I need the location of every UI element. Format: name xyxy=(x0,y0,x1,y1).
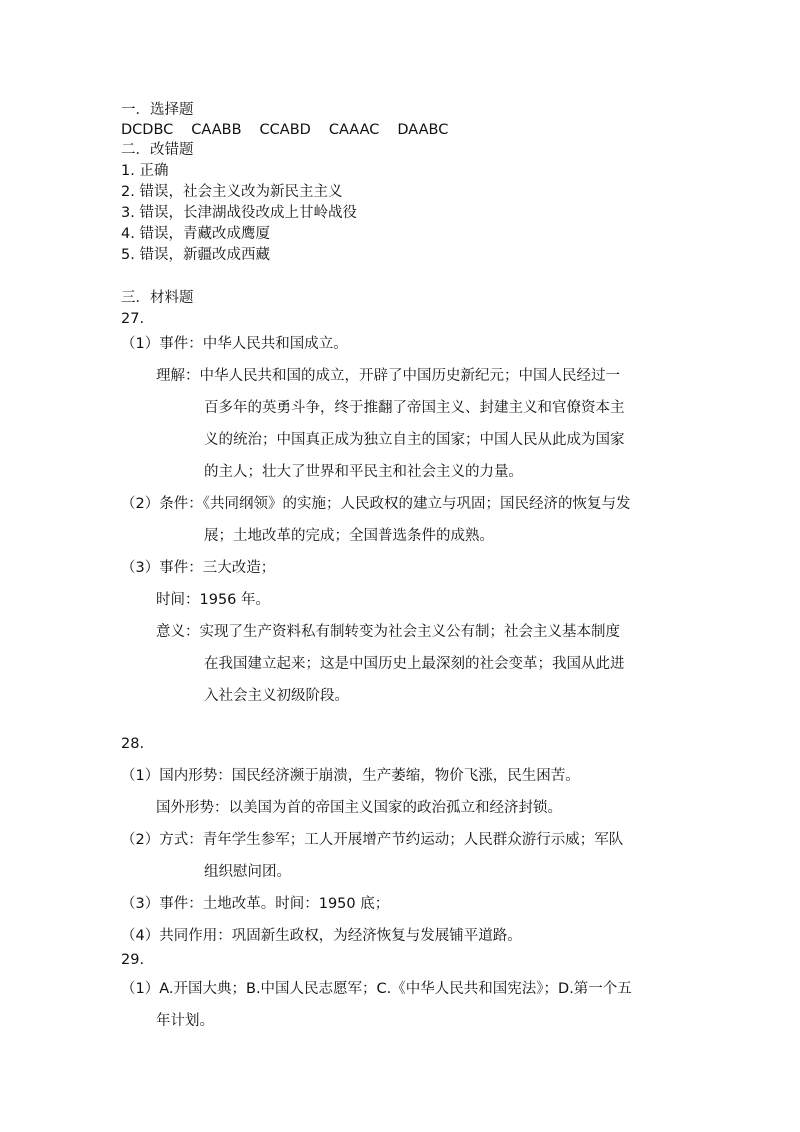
section2-heading: 二．改错题 xyxy=(121,142,194,158)
correction-item: 3. 错误，长津湖战役改成上甘岭战役 xyxy=(121,205,357,221)
answer-group: CAABB xyxy=(191,122,242,138)
q27-line: 时间：1956 年。 xyxy=(156,592,271,608)
correction-item: 4. 错误，青藏改成鹰厦 xyxy=(121,226,270,242)
q27-line: 百多年的英勇斗争，终于推翻了帝国主义、封建主义和官僚资本主 xyxy=(204,400,625,416)
section3-heading: 三．材料题 xyxy=(121,290,194,306)
correction-item: 1. 正确 xyxy=(121,163,169,179)
q29-line: （1）A.开国大典；B.中国人民志愿军；C.《中华人民共和国宪法》；D.第一个五 xyxy=(121,981,632,997)
q28-line: 国外形势：以美国为首的帝国主义国家的政治孤立和经济封锁。 xyxy=(156,800,562,816)
multiple-choice-answers xyxy=(121,120,466,140)
section1-heading: 一．选择题 xyxy=(121,102,194,118)
question-29-number: 29. xyxy=(121,952,145,968)
q28-line: （1）国内形势：国民经济濒于崩溃，生产萎缩，物价飞涨，民生困苦。 xyxy=(121,768,580,784)
answer-group: CAAAC xyxy=(328,122,380,138)
q27-line: （2）条件：《共同纲领》的实施；人民政权的建立与巩固；国民经济的恢复与发 xyxy=(121,496,631,512)
answer-group: CCABD xyxy=(259,122,311,138)
q27-line: 意义：实现了生产资料私有制转变为社会主义公有制；社会主义基本制度 xyxy=(156,624,620,640)
question-28-number: 28. xyxy=(121,736,145,752)
q27-line: 在我国建立起来；这是中国历史上最深刻的社会变革；我国从此进 xyxy=(204,656,625,672)
question-27-number: 27. xyxy=(121,311,145,327)
correction-item: 5. 错误，新疆改成西藏 xyxy=(121,247,270,263)
q27-line: 展；土地改革的完成；全国普选条件的成熟。 xyxy=(204,528,494,544)
q28-line: （4）共同作用：巩固新生政权，为经济恢复与发展铺平道路。 xyxy=(121,928,522,944)
q28-line: （2）方式：青年学生参军；工人开展增产节约运动；人民群众游行示威；军队 xyxy=(121,832,624,848)
q28-line: （3）事件：土地改革。时间：1950 底； xyxy=(121,896,390,912)
q27-line: （1）事件：中华人民共和国成立。 xyxy=(121,336,348,352)
q27-line: 义的统治；中国真正成为独立自主的国家；中国人民从此成为国家 xyxy=(204,432,625,448)
q28-line: 组织慰问团。 xyxy=(204,864,291,880)
q27-line: 的主人；壮大了世界和平民主和社会主义的力量。 xyxy=(204,464,523,480)
q27-line: 理解：中华人民共和国的成立，开辟了中国历史新纪元；中国人民经过一 xyxy=(156,368,620,384)
correction-item: 2. 错误，社会主义改为新民主主义 xyxy=(121,184,343,200)
q29-line: 年计划。 xyxy=(156,1013,214,1029)
answer-group: DCDBC xyxy=(121,122,174,138)
answer-group: DAABC xyxy=(397,122,449,138)
q27-line: （3）事件：三大改造； xyxy=(121,560,276,576)
q27-line: 入社会主义初级阶段。 xyxy=(204,688,349,704)
